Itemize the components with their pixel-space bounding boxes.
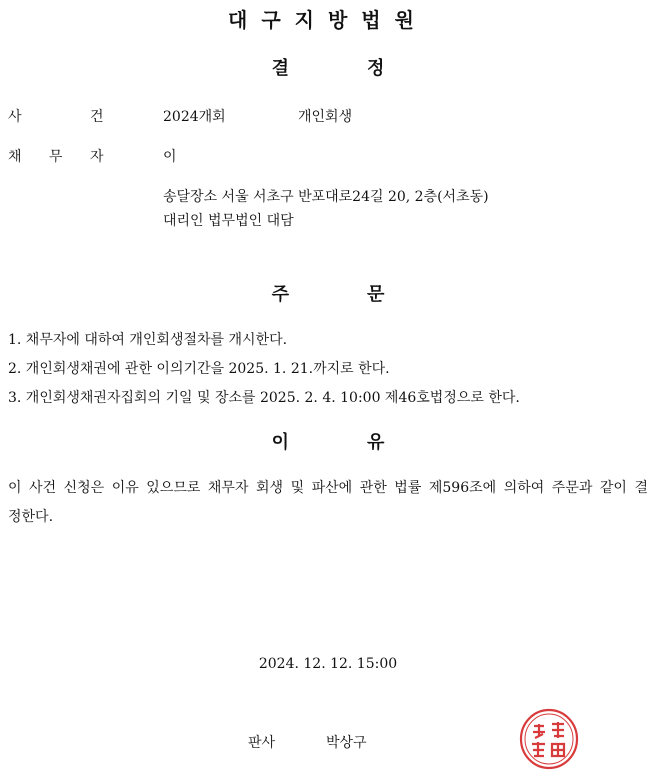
- order-list: [8, 326, 520, 413]
- case-type: 개인회생: [298, 109, 353, 125]
- reason-text: 이 사건 신청은 이유 있으므로 채무자 회생 및 파산에 관한 법률 제596조에 의하여 주문과 같이 결정한다.: [8, 480, 648, 525]
- reason-heading: [0, 428, 656, 454]
- case-label-2: 건: [90, 109, 104, 125]
- judge-title: 판사: [248, 735, 276, 751]
- case-label-1: 사: [8, 109, 22, 125]
- debtor-label-1: 채: [8, 149, 22, 165]
- debtor-label-3: 자: [90, 149, 104, 165]
- order-item: 3. 개인회생채권자집회의 기일 및 장소를 2025. 2. 4. 10:00 제46호법정으로 한다.: [8, 390, 520, 406]
- decision-datetime: 2024. 12. 12. 15:00: [258, 656, 398, 672]
- debtor-name: 이: [163, 149, 177, 165]
- order-item: 1. 채무자에 대하여 개인회생절차를 개시한다.: [8, 332, 288, 348]
- document-title-left: 결: [271, 58, 289, 79]
- seal-icon: [514, 702, 584, 776]
- judge-name: 박상구: [326, 735, 367, 751]
- order-item: 2. 개인회생채권에 관한 이의기간을 2025. 1. 21.까지로 한다.: [8, 361, 390, 377]
- document-title: [0, 54, 656, 80]
- order-heading: [0, 280, 656, 306]
- reason-heading-right: 유: [367, 432, 385, 453]
- case-number: 2024개회: [163, 109, 226, 125]
- reason-heading-left: 이: [271, 432, 289, 453]
- order-heading-left: 주: [271, 284, 289, 305]
- order-heading-right: 문: [367, 284, 385, 305]
- document-title-right: 정: [367, 58, 385, 79]
- court-name: 대구지방법원: [228, 8, 428, 32]
- debtor-agent: 대리인 법무법인 대담: [163, 213, 294, 229]
- debtor-label-2: 무: [49, 149, 63, 165]
- debtor-address: 송달장소 서울 서초구 반포대로24길 20, 2층(서초동): [163, 189, 489, 205]
- judge-seal-stamp: [514, 702, 584, 776]
